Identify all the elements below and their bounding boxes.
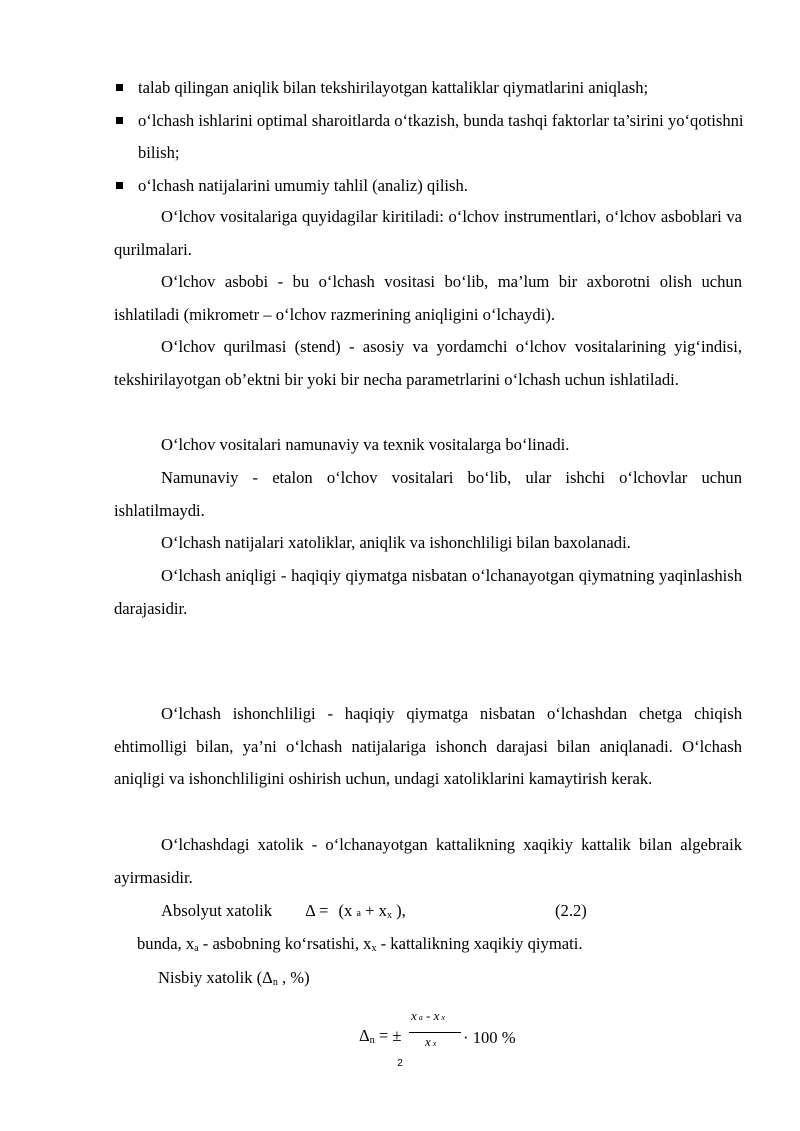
paragraph-measuring-tools: O‘lchov vositalariga quyidagilar kiritiladi: o‘lchov instrumentlari, o‘lchov asboblari va qurilmalari.	[114, 207, 742, 259]
requirements-list	[114, 72, 754, 202]
absolute-error-label: Absolyut xatolik	[161, 901, 273, 920]
fraction-bar	[409, 1032, 461, 1033]
list-item-text: o‘lchash natijalarini umumiy tahlil (analiz) qilish.	[138, 175, 468, 195]
square-bullet-icon	[116, 84, 123, 91]
formula-rhs: · 100 %	[463, 1028, 516, 1047]
list-item	[114, 170, 754, 203]
fraction-numerator: x a - x x	[411, 1008, 445, 1023]
page-number: 2	[397, 1058, 403, 1069]
paragraph-accuracy: O‘lchash aniqligi - haqiqiy qiymatga nisbatan o‘lchanayotgan qiymatning yaqinlashish darajasidir.	[114, 566, 742, 618]
paragraph-error-definition: O‘lchashdagi xatolik - o‘lchanayotgan kattalikning xaqikiy kattalik bilan algebraik ayirmasidir.	[114, 835, 742, 887]
fraction-denominator: x x	[425, 1034, 437, 1049]
where-line: bunda, xa - asbobning ko‘rsatishi, xx - kattalikning xaqikiy qiymati.	[137, 934, 583, 954]
square-bullet-icon	[116, 117, 123, 124]
subscript-a: a	[356, 908, 361, 919]
open-paren-x: (x	[338, 901, 353, 920]
list-item	[114, 105, 754, 170]
close-paren: ),	[396, 901, 406, 920]
subscript-x: x	[371, 943, 377, 954]
paragraph-reference-tools: Namunaviy - etalon o‘lchov vositalari bo‘lib, ular ishchi o‘lchovlar uchun ishlatilmaydi.	[114, 468, 742, 520]
paragraph-measuring-stand: O‘lchov qurilmasi (stend) - asosiy va yordamchi o‘lchov vositalarining yig‘indisi, tekshirilayotgan ob’ektni bir yoki bir necha parametrlarini o‘lchash uchun ishlatiladi.	[114, 337, 742, 389]
equation-number: (2.2)	[555, 901, 587, 920]
paragraph-reliability: O‘lchash ishonchliligi - haqiqiy qiymatga nisbatan o‘lchashdan chetga chiqish ehtimolligi bilan, ya’ni o‘lchash natijalariga ishonch darajasi bilan aniqlanadi. O‘lchash aniqligi va ishonchliligini oshirish uchun, undagi xatoliklarini kamaytirish kerak.	[114, 704, 742, 789]
formula-lhs: Δn = ±	[359, 1026, 402, 1046]
paragraph-tool-types: O‘lchov vositalari namunaviy va texnik vositalarga bo‘linadi.	[161, 435, 570, 454]
subscript-a: a	[194, 943, 199, 954]
x-symbol: x	[378, 901, 387, 920]
subscript-x: x	[386, 910, 392, 921]
list-item-text: talab qilingan aniqlik bilan tekshirilayotgan kattaliklar qiymatlarini aniqlash;	[138, 78, 649, 97]
subscript-n: n	[272, 977, 278, 988]
list-item	[114, 72, 754, 105]
list-item-text: o‘lchash ishlarini optimal sharoitlarda o‘tkazish, bunda tashqi faktorlar ta’sirini yo‘qotishni bilish;	[138, 110, 744, 163]
paragraph-measuring-instrument: O‘lchov asbobi - bu o‘lchash vositasi bo‘lib, ma’lum bir axborotni olish uchun ishlatiladi (mikrometr – o‘lchov razmerining aniqligini o‘lchaydi).	[114, 272, 742, 324]
absolute-error-line	[161, 899, 406, 928]
relative-error-label: Nisbiy xatolik (Δn , %)	[158, 968, 310, 988]
equals-sign: =	[319, 901, 329, 920]
delta-symbol: Δ	[305, 901, 315, 920]
paragraph-result-evaluation: O‘lchash natijalari xatoliklar, aniqlik va ishonchliligi bilan baxolanadi.	[161, 533, 631, 552]
square-bullet-icon	[116, 182, 123, 189]
plus-sign: +	[365, 901, 375, 920]
